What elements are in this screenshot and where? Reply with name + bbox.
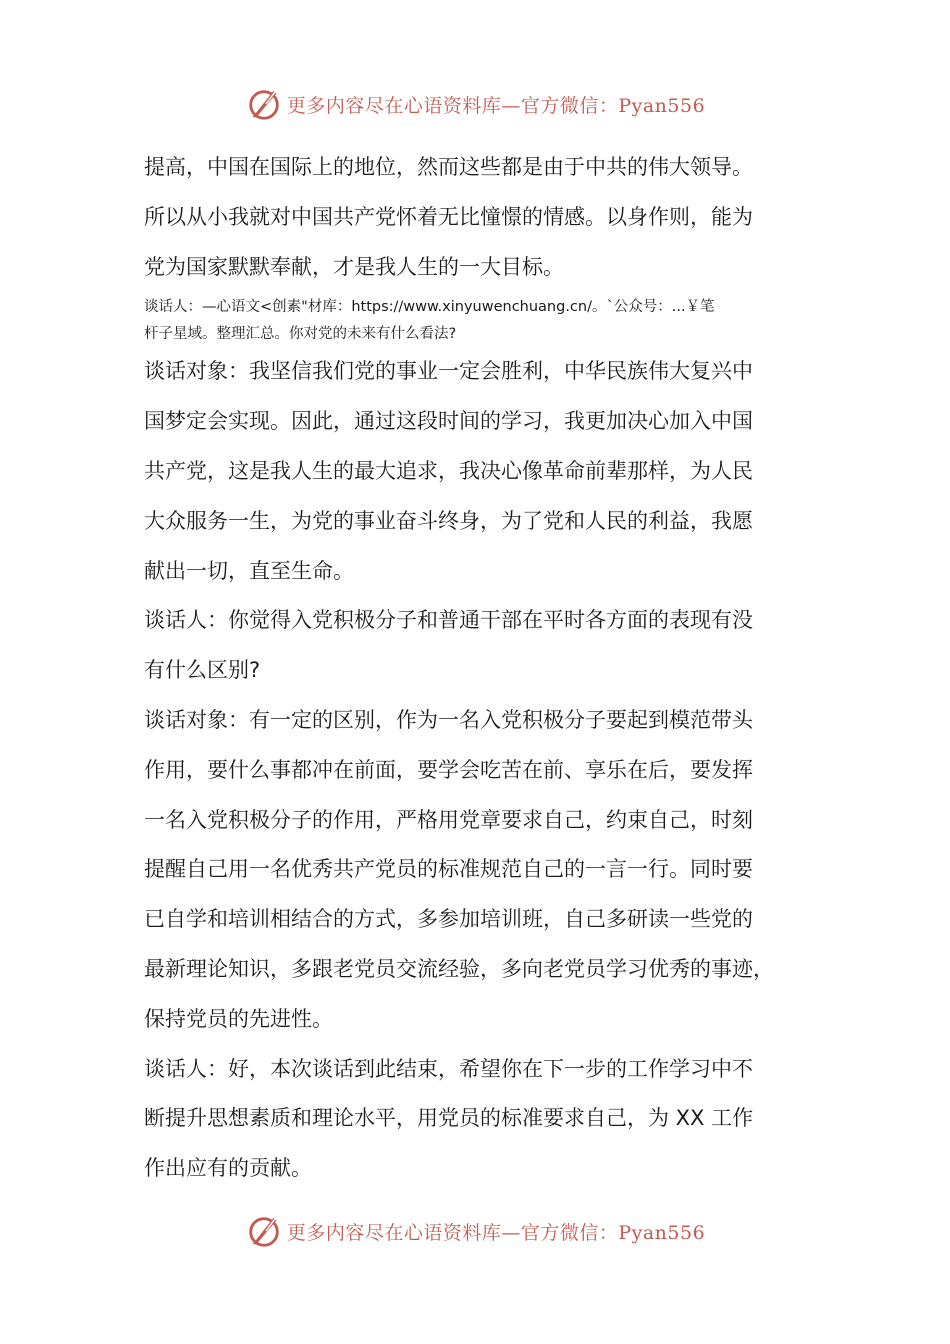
body-line: 所以从小我就对中国共产党怀着无比憧憬的情感。以身作则，能为: [144, 204, 753, 229]
header-banner-text: 更多内容尽在心语资料库—官方微信：Pyan556: [286, 94, 706, 117]
body-line: 谈话对象：有一定的区别，作为一名入党积极分子要起到模范带头: [144, 707, 753, 732]
body-line: 大众服务一生，为党的事业奋斗终身，为了党和人民的利益，我愿: [144, 508, 753, 533]
body-line: 党为国家默默奉献，才是我人生的一大目标。: [144, 254, 564, 279]
body-line: 谈话人：好，本次谈话到此结束，希望你在下一步的工作学习中不: [144, 1056, 753, 1081]
body-line: 一名入党积极分子的作用，严格用党章要求自己，约束自己，时刻: [144, 807, 753, 832]
body-line: 断提升思想素质和理论水平，用党员的标准要求自己，为 XX 工作: [144, 1106, 754, 1131]
body-line: 作出应有的贡献。: [144, 1156, 312, 1181]
document-body: [144, 143, 824, 1194]
body-line: 提高，中国在国际上的地位，然而这些都是由于中共的伟大领导。: [144, 155, 753, 179]
footer-banner-text: 更多内容尽在心语资料库—官方微信：Pyan556: [286, 1221, 706, 1244]
watermark-note-line: 谈话人：—心语文<创素"材库：https://www.xinyuwenchuang.cn/。`公众号：...￥笔: [144, 299, 715, 316]
header-banner: [0, 82, 950, 126]
body-line: 最新理论知识，多跟老党员交流经验，多向老党员学习优秀的事迹，: [144, 956, 774, 981]
body-line: 谈话对象：我坚信我们党的事业一定会胜利，中华民族伟大复兴中: [144, 359, 753, 384]
body-line: 提醒自己用一名优秀共产党员的标准规范自己的一言一行。同时要: [144, 857, 753, 882]
body-line: 共产党，这是我人生的最大追求，我决心像革命前辈那样，为人民: [144, 458, 753, 483]
body-line: 献出一切，直至生命。: [144, 558, 354, 583]
quill-logo-icon: [245, 1212, 283, 1250]
footer-banner: [0, 1209, 950, 1253]
body-line: 谈话人：你觉得入党积极分子和普通干部在平时各方面的表现有没: [144, 608, 753, 633]
body-line: 国梦定会实现。因此，通过这段时间的学习，我更加决心加入中国: [144, 409, 753, 434]
body-line: 保持党员的先进性。: [144, 1006, 333, 1031]
body-line: 有什么区别?: [144, 658, 261, 683]
watermark-note-line: 杆子星域。整理汇总。你对党的未来有什么看法?: [144, 326, 457, 343]
body-line: 已自学和培训相结合的方式，多参加培训班，自己多研读一些党的: [144, 907, 753, 932]
quill-logo-icon: [245, 85, 283, 123]
body-line: 作用，要什么事都冲在前面，要学会吃苦在前、享乐在后，要发挥: [144, 757, 753, 782]
